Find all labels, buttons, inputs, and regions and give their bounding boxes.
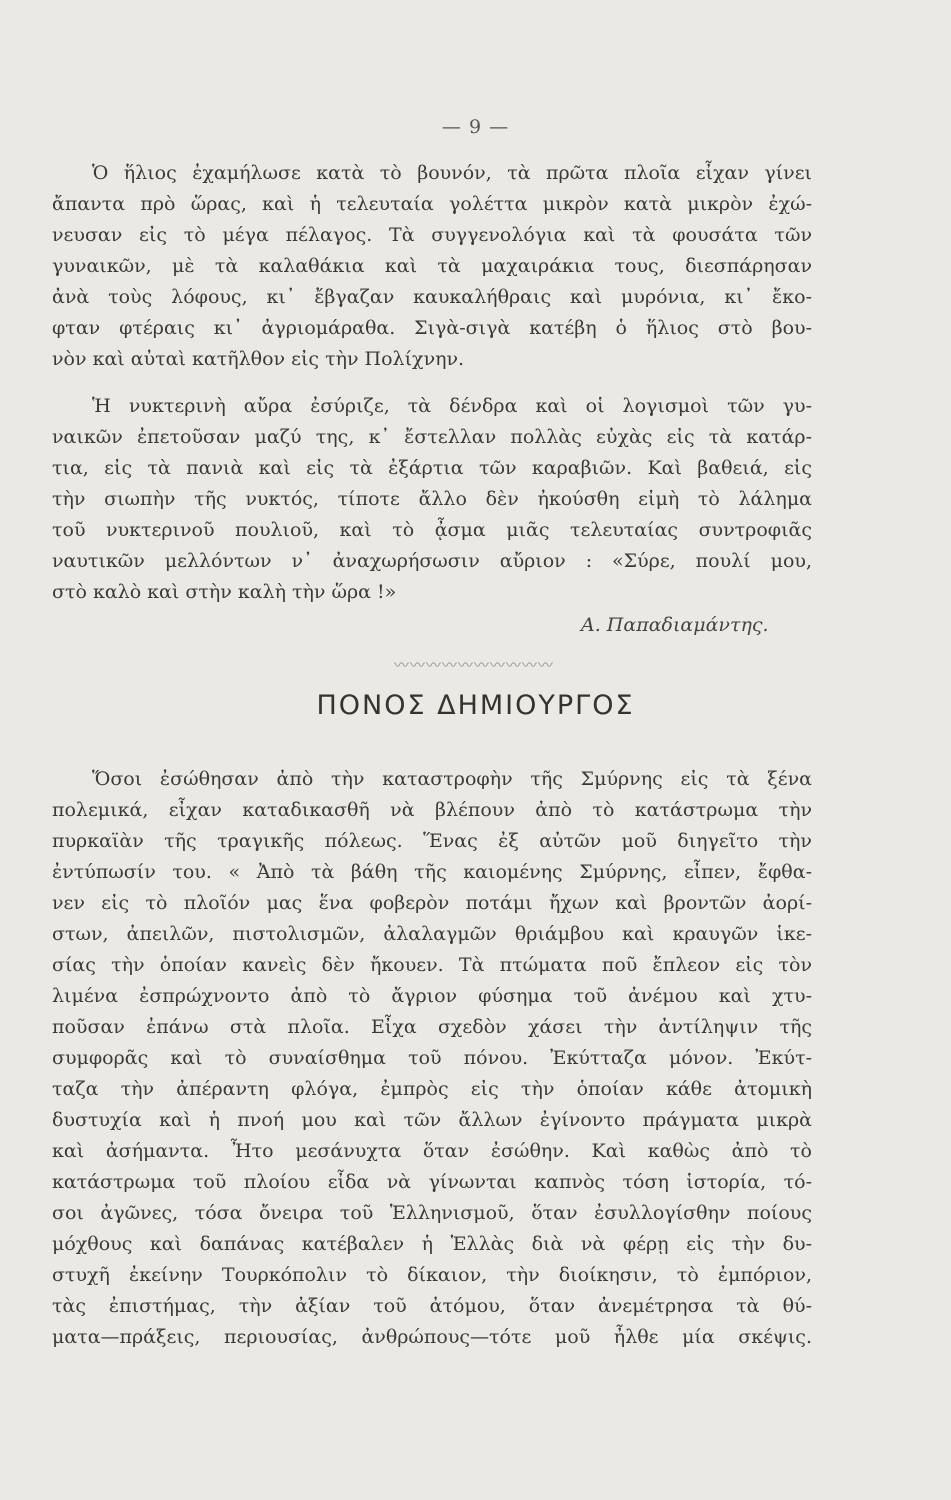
text-line: νευσαν εἰς τὸ μέγα πέλαγος. Τὰ συγγενολόγια καὶ τὰ φουσάτα τῶν <box>52 224 812 246</box>
text-line: πολεμικά, εἶχαν καταδικασθῆ νὰ βλέπουν ἀπὸ τὸ κατάστρωμα τὴν <box>52 799 812 821</box>
text-line: ἄπαντα πρὸ ὥρας, καὶ ἡ τελευταία γολέττα μικρὸν κατὰ μικρὸν ἐχώ- <box>52 193 812 215</box>
text-line: τοῦ νυκτερινοῦ πουλιοῦ, καὶ τὸ ᾆσμα μιᾶς τελευταίας συντροφιᾶς <box>52 519 812 541</box>
text-line: ταζα τὴν ἀπέραντη φλόγα, ἐμπρὸς εἰς τὴν ὁποίαν κάθε ἀτομικὴ <box>52 1078 812 1100</box>
text-line: τὰς ἐπιστήμας, τὴν ἀξίαν τοῦ ἀτόμου, ὅταν ἀνεμέτρησα τὰ θύ- <box>52 1295 812 1317</box>
text-line: νεν εἰς τὸ πλοῖόν μας ἕνα φοβερὸν ποτάμι ἤχων καὶ βροντῶν ἀορί- <box>52 892 812 914</box>
text-line: τὴν σιωπὴν τῆς νυκτός, τίποτε ἄλλο δὲν ἠκούσθη εἰμὴ τὸ λάλημα <box>52 488 812 510</box>
text-line: τια, εἰς τὰ πανιὰ καὶ εἰς τὰ ἐξάρτια τῶν καραβιῶν. Καὶ βαθειά, εἰς <box>52 457 812 479</box>
text-line: δυστυχία καὶ ἡ πνοή μου καὶ τῶν ἄλλων ἐγίνοντο πράγματα μικρὰ <box>52 1109 812 1131</box>
text-line: πυρκαϊὰν τῆς τραγικῆς πόλεως. Ἕνας ἐξ αὐτῶν μοῦ διηγεῖτο τὴν <box>52 830 812 852</box>
text-line: σίας τὴν ὁποίαν κανεὶς δὲν ἤκουεν. Τὰ πτώματα ποῦ ἔπλεον εἰς τὸν <box>52 954 812 976</box>
section-title: ΠΟΝΟΣ ΔΗΜΙΟΥΡΓΟΣ <box>316 690 635 721</box>
text-line: στυχῆ ἐκείνην Τουρκόπολιν τὸ δίκαιον, τὴν διοίκησιν, τὸ ἐμπόριον, <box>52 1264 812 1286</box>
text-line: στὸ καλὸ καὶ στὴν καλὴ τὴν ὥρα !» <box>52 581 397 603</box>
text-line: ἀνὰ τοὺς λόφους, κι᾽ ἔβγαζαν καυκαλήθραις καὶ μυρόνια, κι᾽ ἔκο- <box>52 286 812 308</box>
story-paragraph-2 <box>52 391 812 608</box>
text-line: Ὅσοι ἐσώθησαν ἀπὸ τὴν καταστροφὴν τῆς Σμύρνης εἰς τὰ ξένα <box>92 768 812 790</box>
text-line: νὸν καὶ αὐταὶ κατῆλθον εἰς τὴν Πολίχνην. <box>52 348 465 370</box>
text-line: ναυτικῶν μελλόντων ν᾽ ἀναχωρήσωσιν αὔριον : «Σύρε, πουλί μου, <box>52 550 812 572</box>
text-line: κατάστρωμα τοῦ πλοίου εἶδα νὰ γίνωνται καπνὸς τόση ἱστορία, τό- <box>52 1171 812 1193</box>
text-line: ματα—πράξεις, περιουσίας, ἀνθρώπους—τότε μοῦ ἦλθε μία σκέψις. <box>52 1326 812 1348</box>
text-line: στων, ἀπειλῶν, πιστολισμῶν, ἀλαλαγμῶν θριάμβου καὶ κραυγῶν ἱκε- <box>52 923 812 945</box>
text-line: ναικῶν ἐπετοῦσαν μαζύ της, κ᾽ ἔστελλαν πολλὰς εὐχὰς εἰς τὰ κατάρ- <box>52 426 812 448</box>
text-line: ἐντύπωσίν του. « Ἀπὸ τὰ βάθη τῆς καιομένης Σμύρνης, εἶπεν, ἔφθα- <box>52 861 812 883</box>
story-paragraph-1 <box>52 158 812 375</box>
text-line: ποῦσαν ἐπάνω στὰ πλοῖα. Εἶχα σχεδὸν χάσει τὴν ἀντίληψιν τῆς <box>52 1016 812 1038</box>
text-line: σοι ἀγῶνες, τόσα ὄνειρα τοῦ Ἑλληνισμοῦ, ὅταν ἐσυλλογίσθην ποίους <box>52 1202 812 1224</box>
text-line: μόχθους καὶ δαπάνας κατέβαλεν ἡ Ἑλλὰς διὰ νὰ φέρῃ εἰς τὴν δυ- <box>52 1233 812 1255</box>
text-line: γυναικῶν, μὲ τὰ καλαθάκια καὶ τὰ μαχαιράκια τους, διεσπάρησαν <box>52 255 812 277</box>
text-line: καὶ ἀσήμαντα. Ἦτο μεσάνυχτα ὅταν ἐσώθην. Καὶ καθὼς ἀπὸ τὸ <box>52 1140 812 1162</box>
text-line: λιμένα ἐσπρώχνοντο ἀπὸ τὸ ἄγριον φύσημα τοῦ ἀνέμου καὶ χτυ- <box>52 985 812 1007</box>
section-paragraph <box>52 764 812 1384</box>
author-signature: Α. Παπαδιαμάντης. <box>581 614 769 636</box>
text-line <box>52 1353 812 1384</box>
text-line: συμφορᾶς καὶ τὸ συναίσθημα τοῦ πόνου. Ἐκύτταζα μόνον. Ἐκύτ- <box>52 1047 812 1069</box>
section-divider: 〰〰〰〰〰〰〰〰〰〰 <box>394 656 555 674</box>
text-line: φταν φτέραις κι᾽ ἀγριομάραθα. Σιγὰ-σιγὰ κατέβη ὁ ἥλιος στὸ βου- <box>52 317 812 339</box>
text-line: Ἡ νυκτερινὴ αὔρα ἐσύριζε, τὰ δένδρα καὶ οἱ λογισμοὶ τῶν γυ- <box>92 395 812 417</box>
text-line: Ὁ ἥλιος ἐχαμήλωσε κατὰ τὸ βουνόν, τὰ πρῶτα πλοῖα εἶχαν γίνει <box>92 162 812 184</box>
page-number: — 9 — <box>441 116 510 138</box>
